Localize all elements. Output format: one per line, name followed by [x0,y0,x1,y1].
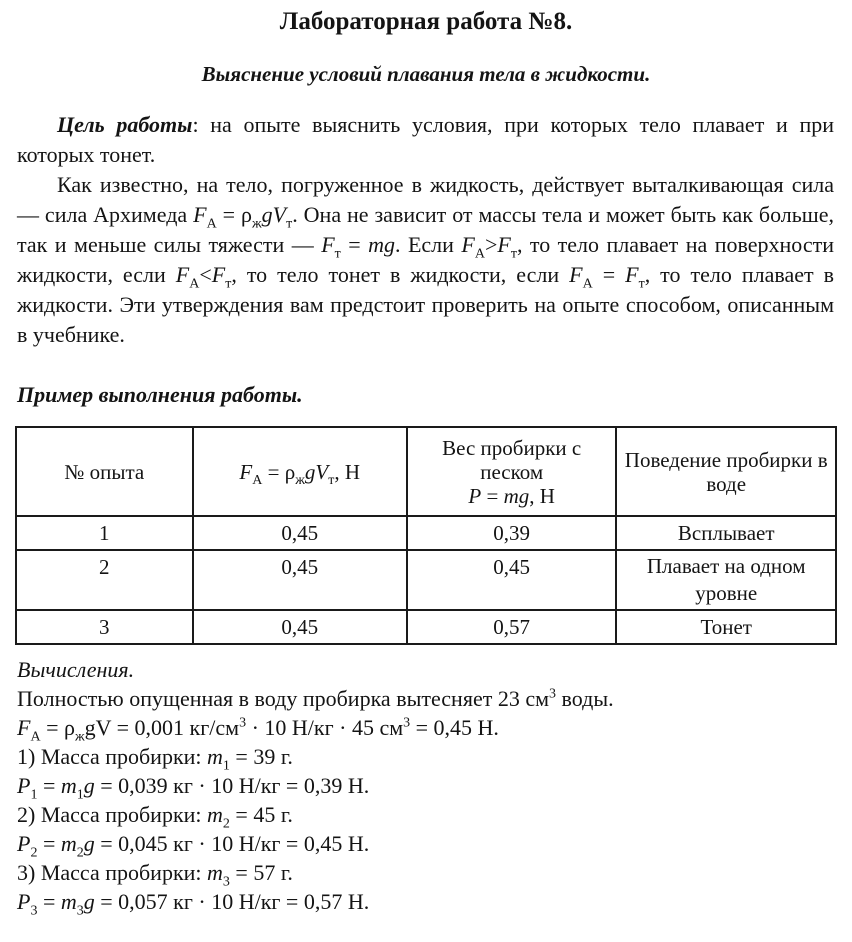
formula-sub: 3 [76,903,84,919]
formula-var: F [625,262,639,287]
calc-text: Полностью опущенная в воду пробирка вытесняет 23 см [17,686,550,711]
formula-var: F [321,232,335,257]
formula-sub: т [225,276,232,292]
formula-var: m [207,860,223,885]
formula-sub: ж [251,216,262,232]
formula-sub: ж [74,729,85,745]
formula-var: g [83,773,95,798]
formula-var: F [175,262,190,287]
formula-var: P [17,773,31,798]
formula-var: F [211,262,226,287]
cell-number: 3 [16,610,193,644]
table-row [16,550,836,610]
formula-var: m [60,831,77,856]
calculations-title: Вычисления. [17,657,135,682]
example-label: Пример выполнения работы. [17,382,303,407]
theory-text: > [484,232,498,257]
calc-text: 1) Масса пробирки: [17,744,208,769]
calc-text: = [37,831,61,856]
formula-sub: ж [295,472,305,488]
cell-weight: 0,57 [407,610,617,644]
theory-text: . Она не зависит от массы тела и может быть как больше, так и меньше силы тяжести — [17,202,835,257]
calc-line [17,742,837,774]
calc-text: 3) Масса пробирки: [17,860,208,885]
page-subtitle: Выяснение условий плавания тела в жидкости. [201,62,651,86]
formula-var: gV [304,459,329,484]
goal-label: Цель работы [57,112,193,137]
theory-text: = [340,232,369,257]
formula-var: F [569,262,583,287]
formula-sub: A [582,276,593,292]
formula-sub: т [286,216,293,232]
calc-line [17,800,837,832]
formula-var: m [207,802,223,827]
formula-sub: 1 [76,787,84,803]
theory-text: , то тело плавает в жидкости. Эти утверждения вам предстоит проверить на опыте способом, описанным в учебнике. [17,262,834,347]
cell-weight: 0,45 [407,550,617,610]
formula-var: g [83,889,95,914]
formula-var: F [497,232,511,257]
formula-var: m [60,773,77,798]
formula-sub: A [206,216,217,232]
cell-archimedes-force: 0,45 [193,610,407,644]
page-title: Лабораторная работа №8. [279,8,573,35]
theory-text: , то тело плавает на поверхности жидкости, если [17,232,834,287]
formula-sub: 2 [30,845,38,861]
calc-text: 2) Масса пробирки: [17,802,208,827]
formula-sub: т [638,276,645,292]
theory-text: = [592,262,626,287]
formula-var: m [207,744,223,769]
calc-text: = [37,773,61,798]
calc-text: = 45 г. [229,802,293,827]
calc-line [17,858,837,890]
formula-sub: A [474,246,485,262]
formula-var: F [17,715,31,740]
formula-var: F [193,202,207,227]
formula-var: mg [368,232,395,257]
formula-var: g [83,831,95,856]
header-text: , Н [529,483,555,508]
formula-var: P [17,831,31,856]
header-text: = [481,483,504,508]
formula-sub: 3 [30,903,38,919]
cell-number: 1 [16,516,193,550]
cell-behavior: Тонет [616,610,836,644]
theory-text: < [199,262,212,287]
header-text: = ρ [262,459,296,484]
calculations-section [17,655,837,919]
calc-text: воды. [556,686,614,711]
formula-var: F [461,232,475,257]
results-table [15,426,837,645]
formula-sub: 1 [30,787,38,803]
calc-line [17,771,837,803]
calc-text: = 39 г. [229,744,293,769]
header-behavior: Поведение пробирки в воде [616,427,836,516]
table-row [16,516,836,550]
header-text: , Н [334,459,361,484]
formula-sub: т [510,246,517,262]
theory-text: Как известно, на тело, погруженное в жидкость, действует выталкивающая сила — сила Архимеда [17,172,834,227]
calc-sup: 3 [549,686,557,702]
goal-paragraph [17,110,834,170]
calc-text: = 0,039 кг · 10 Н/кг = 0,39 Н. [94,773,370,798]
calc-text: = ρ [40,715,75,740]
formula-var: P [468,483,482,508]
formula-sub: 1 [222,758,230,774]
calc-sup: 3 [403,715,411,731]
cell-behavior: Плавает на одном уровне [616,550,836,610]
theory-paragraph [17,170,834,350]
calc-text: = [37,889,61,914]
calc-text: = 57 г. [229,860,293,885]
cell-weight: 0,39 [407,516,617,550]
formula-sub: т [328,472,335,488]
formula-var: P [17,889,31,914]
formula-var: mg [503,483,530,508]
cell-behavior: Всплывает [616,516,836,550]
header-text: Вес пробирки с песком [442,435,582,484]
formula-sub: A [189,276,200,292]
goal-text: : на опыте выяснить условия, при которых тело плавает и при которых тонет. [17,112,834,167]
header-experiment-number: № опыта [16,427,193,516]
calc-text: = 0,045 кг · 10 Н/кг = 0,45 Н. [94,831,370,856]
table-header-row [16,427,836,516]
header-archimedes-force [193,427,407,516]
cell-archimedes-force: 0,45 [193,516,407,550]
calc-text: = 0,45 Н. [410,715,499,740]
formula-sub: 3 [222,874,230,890]
cell-archimedes-force: 0,45 [193,550,407,610]
formula-sub: 2 [222,816,230,832]
formula-sub: A [252,472,263,488]
table-row [16,610,836,644]
formula-sub: т [334,246,341,262]
theory-text: . Если [394,232,462,257]
calc-line [17,684,837,713]
calc-line [17,829,837,861]
calc-text: gV = 0,001 кг/см [84,715,240,740]
formula-sub: 2 [76,845,84,861]
calc-line [17,887,837,919]
calc-line [17,713,837,745]
calc-text: · 10 Н/кг · 45 см [246,715,404,740]
formula-var: F [239,459,253,484]
calc-text: = 0,057 кг · 10 Н/кг = 0,57 Н. [94,889,370,914]
formula-var: m [60,889,77,914]
theory-text: , то тело тонет в жидкости, если [231,262,570,287]
formula-sub: A [30,729,41,745]
formula-var: gV [261,202,287,227]
header-tube-weight [407,427,617,516]
cell-number: 2 [16,550,193,610]
theory-text: = ρ [216,202,252,227]
calc-sup: 3 [239,715,247,731]
